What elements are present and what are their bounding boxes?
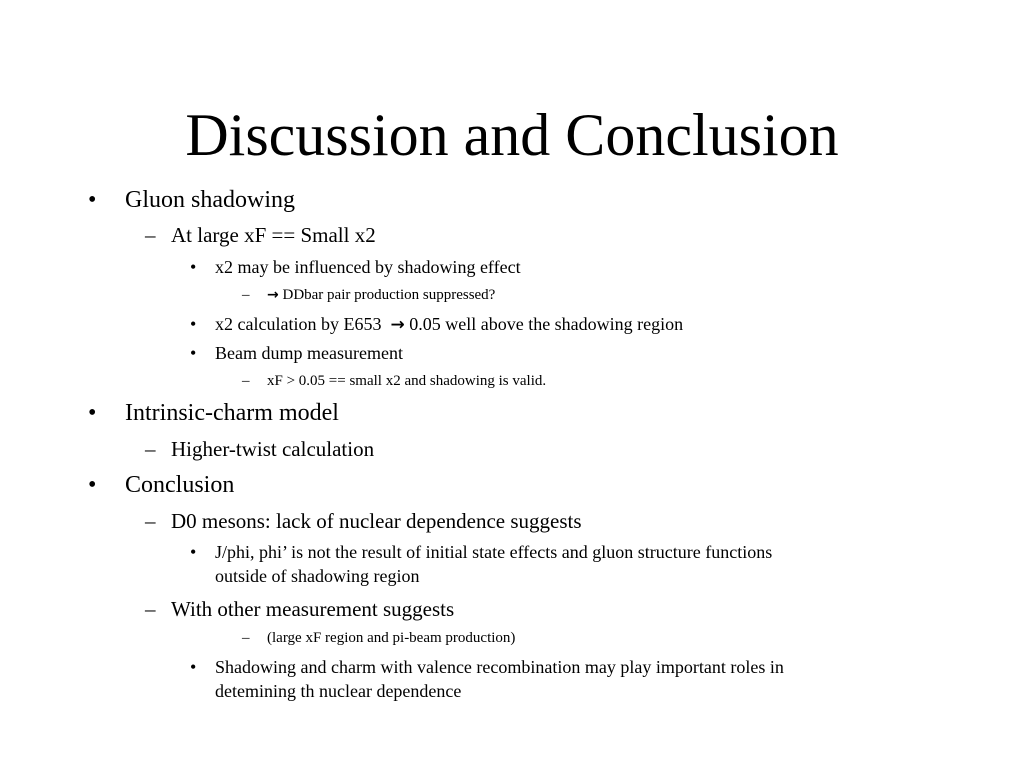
item-ddbar-suppressed [267,286,495,304]
item-xf-small-x2: xF > 0.05 == small x2 and shadowing is valid. [267,373,547,389]
dash-marker: – [145,223,156,247]
sub-sub-bullet-jphi-line2: outside of shadowing region [215,566,420,586]
bullet-marker: • [190,657,197,677]
sub-sub-bullet-shadowing-charm-line1: Shadowing and charm with valence recombination may play important roles in [215,657,784,677]
bullet-marker: • [190,257,197,277]
bullet-conclusion: Conclusion [125,472,235,498]
arrow-icon: → [267,287,279,303]
dash-marker: – [242,287,250,303]
arrow-icon: → [390,315,405,335]
bullet-gluon-shadowing: Gluon shadowing [125,187,295,213]
x2-calc-text: x2 calculation by E653 [215,314,382,334]
x2-calc-result: 0.05 well above the shadowing region [409,314,684,334]
dash-marker: – [242,630,250,646]
bullet-marker: • [190,542,197,562]
sub-sub-bullet-jphi-line1: J/phi, phi’ is not the result of initial state effects and gluon structure functions [215,542,773,562]
bullet-marker: • [88,400,97,426]
sub-bullet-other-measurement: With other measurement suggests [171,597,455,621]
sub-bullet-higher-twist: Higher-twist calculation [171,437,375,461]
sub-bullet-d0-mesons: D0 mesons: lack of nuclear dependence suggests [171,509,582,533]
bullet-marker: • [190,343,197,363]
sub-sub-bullet-shadowing-charm-line2: detemining th nuclear dependence [215,681,462,701]
sub-bullet-large-xf: At large xF == Small x2 [171,223,376,247]
bullet-intrinsic-charm: Intrinsic-charm model [125,400,339,426]
bullet-marker: • [88,472,97,498]
dash-marker: – [145,437,156,461]
slide-title: Discussion and Conclusion [185,102,839,168]
bullet-marker: • [190,314,197,334]
item-large-xf-region: (large xF region and pi-beam production) [267,630,516,646]
dash-marker: – [145,597,156,621]
dash-marker: – [242,373,250,389]
sub-sub-bullet-x2-influenced: x2 may be influenced by shadowing effect [215,257,521,277]
bullet-marker: • [88,187,97,213]
sub-sub-bullet-x2-calculation [215,313,683,336]
ddbar-text: DDbar pair production suppressed? [282,287,496,303]
dash-marker: – [145,509,156,533]
sub-sub-bullet-beam-dump: Beam dump measurement [215,343,403,363]
